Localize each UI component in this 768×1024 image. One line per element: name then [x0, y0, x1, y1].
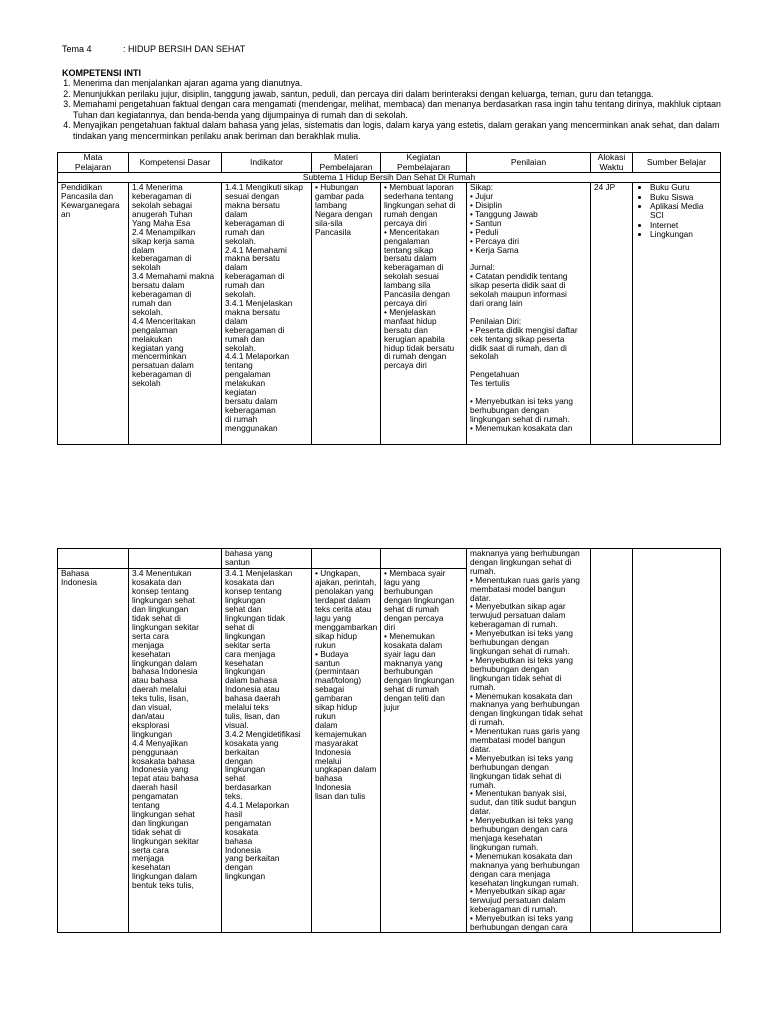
- cell-materi: • Ungkapan, ajakan, perintah, penolakan yang terdapat dalam teks cerita atau lagu yang menggambarkan sikap hidup rukun • Budaya santun (permintaan maaf/tolong) sebagai gambaran sikap hidup rukun dalam kemajemukan masyarakat Indonesia melalui ungkapan dalam bahasa Indonesia lisan dan tulis: [312, 569, 381, 933]
- cell-mapel: Bahasa Indonesia: [58, 569, 129, 933]
- silabus-table-1: [57, 152, 721, 445]
- header-mata-pelajaran: Mata Pelajaran: [58, 153, 129, 173]
- table-row-continued: [58, 549, 721, 569]
- header-penilaian: Penilaian: [467, 153, 591, 173]
- header-materi: Materi Pembelajaran: [312, 153, 381, 173]
- cell-indikator-cont: bahasa yang santun: [222, 549, 312, 569]
- header-indikator: Indikator: [222, 153, 312, 173]
- sumber-item: • Buku Siswa: [650, 193, 717, 202]
- cell-sumber: [633, 549, 721, 933]
- tema-title: : HIDUP BERSIH DAN SEHAT: [123, 44, 246, 54]
- ki-item: 1. Menerima dan menjalankan ajaran agama yang dianutnya.: [73, 78, 723, 89]
- kompetensi-inti-title: KOMPETENSI INTI: [62, 68, 142, 78]
- ki-item: 3. Memahami pengetahuan faktual dengan cara mengamati (mendengar, melihat, membaca) dan menanya berdasarkan rasa ingin tahu tentang dirinya, makhluk ciptaan Tuhan dan kegiatannya, dan benda-benda yang dijumpainya di rumah dan di sekolah.: [73, 99, 723, 120]
- cell-alokasi: [591, 549, 633, 933]
- cell-penilaian: maknanya yang berhubungan dengan lingkungan sehat di rumah. • Menentukan ruas garis yang membatasi model bangun datar. • Menyebutkan sikap agar terwujud persatuan dalam keberagaman di rumah. • Menyebutkan isi teks yang berhubungan dengan lingkungan sehat di rumah. • Menyebutkan isi teks yang berhubungan dengan lingkungan tidak sehat di rumah. • Menemukan kosakata dan maknanya yang berhubungan dengan lingkungan tidak sehat di rumah. • Menentukan ruas garis yang membatasi model bangun datar. • Menyebutkan isi teks yang berhubungan dengan lingkungan tidak sehat di rumah. • Menentukan banyak sisi, sudut, dan titik sudut bangun datar. • Menyebutkan isi teks yang berhubungan dengan cara menjaga kesehatan lingkungan rumah. • Menemukan kosakata dan maknanya yang berhubungan dengan cara menjaga kesehatan lingkungan rumah. • Menyebutkan sikap agar terwujud persatuan dalam keberagaman di rumah. • Menyebutkan isi teks yang berhubungan dengan cara: [467, 549, 591, 933]
- header-alokasi: Alokasi Waktu: [591, 153, 633, 173]
- subtema-label: Subtema 1 Hidup Bersih Dan Sehat Di Rumah: [58, 173, 721, 183]
- cell-kegiatan: • Membuat laporan sederhana tentang lingkungan sehat di rumah dengan percaya diri • Menceritakan pengalaman tentang sikap bersatu dalam keberagaman di sekolah sesuai lambang sila Pancasila dengan percaya diri • Menjelaskan manfaat hidup bersatu dan kerugian apabila hidup tidak bersatu di rumah dengan percaya diri: [381, 183, 467, 445]
- sumber-item: • Lingkungan: [650, 230, 717, 239]
- table-header-row: [58, 153, 721, 173]
- cell-empty: [129, 549, 222, 569]
- silabus-table-2: [57, 548, 721, 933]
- cell-materi: • Hubungan gambar pada lambang Negara dengan sila-sila Pancasila: [312, 183, 381, 445]
- cell-kegiatan: • Membaca syair lagu yang berhubungan dengan lingkungan sehat di rumah dengan percaya diri • Menemukan kosakata dalam syair lagu dan maknanya yang berhubungan dengan lingkungan sehat di rumah dengan teliti dan jujur: [381, 569, 467, 933]
- header-kegiatan: Kegiatan Pembelajaran: [381, 153, 467, 173]
- sumber-item: • Buku Guru: [650, 183, 717, 192]
- ki-item: 2. Menunjukkan perilaku jujur, disiplin, tanggung jawab, santun, peduli, dan percaya diri dalam berinteraksi dengan keluarga, teman, guru dan tetangga.: [73, 89, 723, 100]
- subtema-row: [58, 173, 721, 183]
- cell-penilaian: Sikap: • Jujur • Disiplin • Tanggung Jawab • Santun • Peduli • Percaya diri • Kerja Sama Jurnal: • Catatan pendidik tentang sikap peserta didik saat di sekolah maupun informasi dari orang lain Penilaian Diri: • Peserta didik mengisi daftar cek tentang sikap peserta didik saat di rumah, dan di sekolah Pengetahuan Tes tertulis • Menyebutkan isi teks yang berhubungan dengan lingkungan sehat di rumah. • Menemukan kosakata dan: [467, 183, 591, 445]
- cell-alokasi: 24 JP: [591, 183, 633, 445]
- cell-empty: [58, 549, 129, 569]
- cell-indikator: 3.4.1 Menjelaskan kosakata dan konsep tentang lingkungan sehat dan lingkungan tidak sehat di lingkungan sekitar serta cara menjaga kesehatan lingkungan dalam bahasa Indonesia atau bahasa daerah melalui teks tulis, lisan, dan visual. 3.4.2 Mengidetifikasi kosakata yang berkaitan dengan lingkungan sehat berdasarkan teks. 4.4.1 Melaporkan hasil pengamatan kosakata bahasa Indonesia yang berkaitan dengan lingkungan: [222, 569, 312, 933]
- table-row: [58, 183, 721, 445]
- sumber-list: [636, 183, 717, 239]
- tema-label: Tema 4: [62, 44, 92, 54]
- cell-indikator: 1.4.1 Mengikuti sikap sesuai dengan makna bersatu dalam keberagaman di rumah dan sekolah. 2.4.1 Memahami makna bersatu dalam keberagaman di rumah dan sekolah. 3.4.1 Menjelaskan makna bersatu dalam keberagaman di rumah dan sekolah. 4.4.1 Melaporkan tentang pengalaman melakukan kegiatan bersatu dalam keberagaman di rumah menggunakan: [222, 183, 312, 445]
- header-sumber: Sumber Belajar: [633, 153, 721, 173]
- sumber-item: • Aplikasi Media SCI: [650, 202, 717, 221]
- cell-empty: [312, 549, 381, 569]
- ki-item: 4. Menyajikan pengetahuan faktual dalam bahasa yang jelas, sistematis dan logis, dalam karya yang estetis, dalam gerakan yang mencerminkan anak sehat, dan dalam tindakan yang mencerminkan perilaku anak beriman dan berakhlak mulia.: [73, 120, 723, 141]
- cell-kompetensi-dasar: 3.4 Menentukan kosakata dan konsep tentang lingkungan sehat dan lingkungan tidak sehat di lingkungan sekitar serta cara menjaga kesehatan lingkungan dalam bahasa Indonesia atau bahasa daerah melalui teks tulis, lisan, dan visual, dan/atau eksplorasi lingkungan 4.4 Menyajikan penggunaan kosakata bahasa Indonesia yang tepat atau bahasa daerah hasil pengamatan tentang lingkungan sehat dan lingkungan tidak sehat di lingkungan sekitar serta cara menjaga kesehatan lingkungan dalam bentuk teks tulis,: [129, 569, 222, 933]
- header-kompetensi-dasar: Kompetensi Dasar: [129, 153, 222, 173]
- sumber-item: • Internet: [650, 221, 717, 230]
- kompetensi-inti-list: [51, 78, 723, 142]
- cell-sumber: [633, 183, 721, 445]
- cell-mapel: Pendidikan Pancasila dan Kewarganegara an: [58, 183, 129, 445]
- cell-empty: [381, 549, 467, 569]
- cell-kompetensi-dasar: 1.4 Menerima keberagaman di sekolah sebagai anugerah Tuhan Yang Maha Esa 2.4 Menampilkan sikap kerja sama dalam keberagaman di sekolah 3.4 Memahami makna bersatu dalam keberagaman di rumah dan sekolah. 4.4 Menceritakan pengalaman melakukan kegiatan yang mencerminkan persatuan dalam keberagaman di sekolah: [129, 183, 222, 445]
